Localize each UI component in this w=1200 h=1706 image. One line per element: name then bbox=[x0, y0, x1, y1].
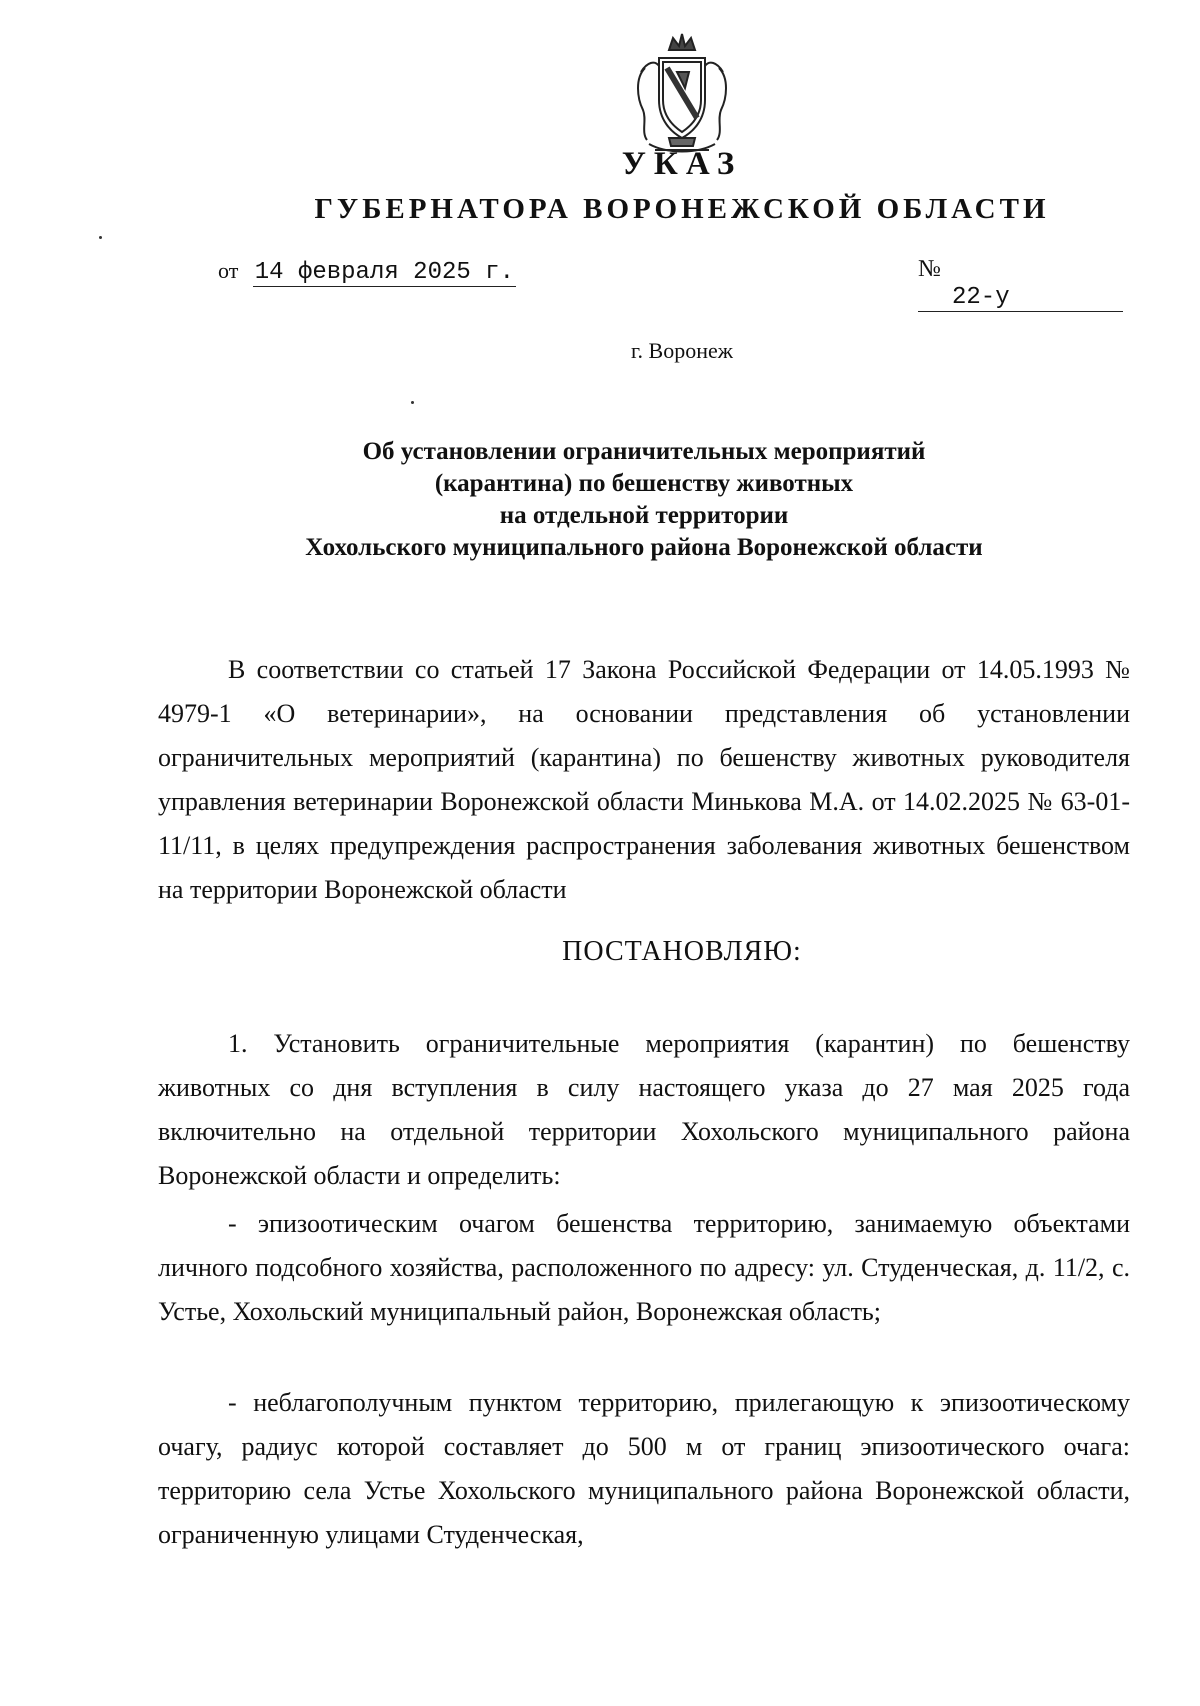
number-prefix: № bbox=[918, 256, 941, 282]
scan-speck bbox=[99, 236, 102, 239]
city-name: г. Воронеж bbox=[631, 338, 733, 363]
item-1b-paragraph: - неблагополучным пунктом территорию, прилегающую к эпизоотическому очагу, радиус которой составляет до 500 м от границ эпизоотического очага: территорию села Устье Хохольского муниципального района Воронежской области, ограниченную улицами Студенческая, bbox=[158, 1388, 1130, 1549]
date-prefix: от bbox=[218, 258, 239, 283]
decree-date bbox=[218, 258, 516, 287]
item-1-paragraph: 1. Установить ограничительные мероприятия (карантин) по бешенству животных со дня вступления в силу настоящего указа до 27 мая 2025 года включительно на отдельной территории Хохольского муниципального района Воронежской области и определить: bbox=[158, 1029, 1130, 1190]
preamble-paragraph: В соответствии со статьей 17 Закона Российской Федерации от 14.05.1993 № 4979-1 «О ветеринарии», на основании представления об установлении ограничительных мероприятий (карантина) по бешенству животных руководителя управления ветеринарии Воронежской области Минькова М.А. от 14.02.2025 № 63-01-11/11, в целях предупреждения распространения заболевания животных бешенством на территории Воронежской области bbox=[158, 655, 1130, 904]
heading-line: на отдельной территории bbox=[499, 502, 789, 529]
scan-speck bbox=[411, 401, 414, 404]
resolve-heading: ПОСТАНОВЛЯЮ: bbox=[562, 936, 802, 967]
coat-of-arms-emblem bbox=[627, 28, 737, 160]
number-value: 22-у bbox=[918, 284, 1123, 312]
heading-line: Хохольского муниципального района Воронежской области bbox=[305, 534, 983, 561]
decree-heading bbox=[158, 436, 1130, 564]
decree-subtitle: ГУБЕРНАТОРА ВОРОНЕЖСКОЙ ОБЛАСТИ bbox=[314, 193, 1050, 225]
heading-line: (карантина) по бешенству животных bbox=[434, 470, 854, 497]
date-value: 14 февраля 2025 г. bbox=[254, 259, 514, 286]
decree-title: УКАЗ bbox=[621, 146, 743, 182]
decree-number bbox=[918, 256, 1158, 312]
item-1a-paragraph: - эпизоотическим очагом бешенства территорию, занимаемую объектами личного подсобного хозяйства, расположенного по адресу: ул. Студенческая, д. 11/2, с. Устье, Хохольский муниципальный район, Воронежская область; bbox=[158, 1209, 1130, 1326]
heading-line: Об установлении ограничительных мероприятий bbox=[362, 438, 926, 465]
